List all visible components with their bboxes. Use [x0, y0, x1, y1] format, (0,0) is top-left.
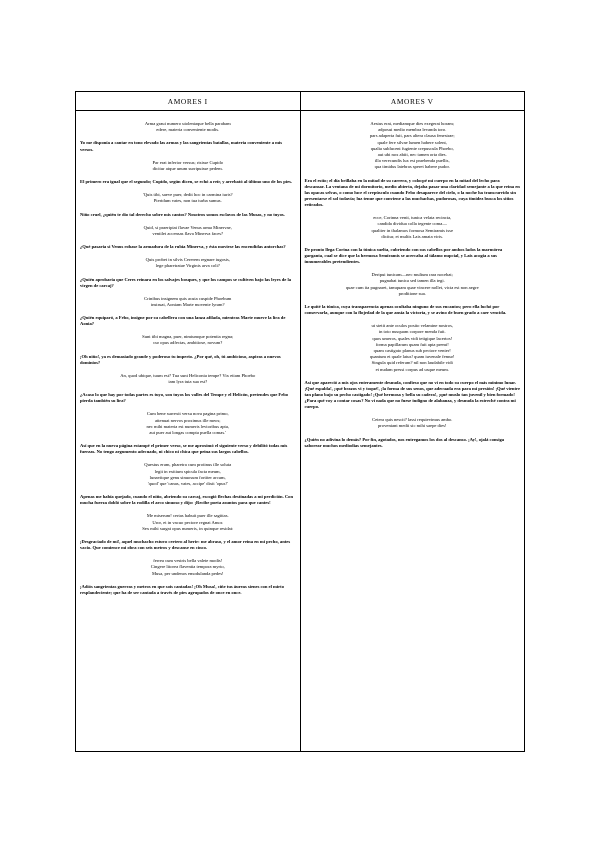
spanish-translation: Niño cruel, ¿quién te dio tal derecho sobre mis cantos? Nosotros somos esclavos de las Musas, y no tuyos.	[80, 211, 285, 217]
latin-verse: Questus eram, pharetra cum protinus ille soluta legit in exitium spicula facta meum, lunavitque genu sinuosum fortiter arcum, 'quod' que 'canas, vates, accipe' dixit 'opus!'	[144, 462, 232, 487]
spanish-translation: ¿Acaso lo que hay por todas partes es tuyo, son tuyos los valles del Tempe y el Helicón, pretendes que Febo pierda también su lira?	[80, 392, 289, 404]
left-column-heading: AMORES I	[76, 92, 301, 110]
spanish-translation: Así que en la nueva página estampé el primer verso, se me aproximó el siguiente verso y debilitó todas mis fuerzas. No tengo argumento adecuado, ni chico ni chica que peina sus largos cabellos.	[80, 443, 288, 455]
translation-table	[75, 91, 525, 752]
left-column	[76, 111, 301, 751]
spanish-translation: ¡Desgraciado de mí!, aquel muchacho estuvo certero al herir: me abraso, y el amor reina en mi pecho, antes vacío. Que comience mi obra con seis metros y descanse en cinco.	[80, 539, 291, 551]
latin-verse: Me miserum! certas habuit puer ille sagittas. Uror, et in vacuo pectore regnat Amor. Sex mihi surgat opus numeris, in quinque residat:	[142, 513, 234, 531]
spanish-translation: Así que apareció a mis ojos enteramente desnuda, confieso que no vi en todo su cuerpo el más mínimo lunar. ¡Qué espalda!, ¡qué brazos vi y toqué!, ¡la forma de sus senos, que adecuada era para mi presión! ¡Qué vientre tan plano bajo su pecho castigado! ¡Qué hermosa y bella su cadera!, ¡qué muslo tan juvenil y bien formado! ¿Para qué voy a contar cosas? No vi nada que no fuese indigno de alabanza, y desnuda la estreché contra mi cuerpo.	[304, 379, 520, 410]
latin-verse: ecce, Corinna venit, tunica velata recincta, candida dividua colla tegente coma— qualiter in thalamos formosa Semiramis isse dicitur, et multis Lais amata viris.	[371, 215, 454, 239]
spanish-translation: Apenas me había quejado, cuando el niño, abriendo su carcaj, escogió flechas destinadas a mi perdición. Con mucha fuerza dobló sobre la rodilla el arco sinuoso y dijo: ¡Recibe poeta asuntos para que cantes!	[80, 494, 294, 506]
spanish-translation: El primero era igual que el segundo; Cupido, según dicen, se echó a reír, y arrebató al último uno de los pies.	[80, 179, 293, 184]
latin-verse: Aestus erat, mediamque dies exegerat horam; adposui medio membra levanda toro. pars adaperta fuit, pars altera clausa fenestrae; quale fere silvae lumen habere solent, qualia sublucent fugiente crepuscula Phoebo, aut ubi nox abiit, nec tamen orta dies. illa verecundis lux est praebenda puellis, qua timidus latebras speret habere pudor.	[369, 121, 455, 170]
spanish-translation: De pronto llega Corina con la túnica suelta, cubriendo con sus cabellos por ambos lados la marmórea garganta, cual se dice que la hermosa Semíramis se acercaba al tálamo nupcial, y Laís acogía a sus innumerables pretendientes.	[304, 246, 503, 265]
latin-verse: An, quod ubique, tuum est? Tua sunt Heliconia tempe? Vix etiam Phoebo iam lyra tuta sua est?	[120, 372, 256, 385]
spanish-translation: ¡Oh niño!, ya es demasiado grande y poderoso tu imperio. ¿Por qué, oh, tú ambicioso, aspiras a nuevos dominios?	[80, 353, 281, 365]
spanish-translation: Le quité la túnica, cuya transparencia apenas ocultaba ninguno de sus encantos; pero ella luchó por conservarla, aunque con la flojedad de la que ansía la victoria, y se avino de buen grado a caer vencida.	[304, 304, 507, 316]
latin-verse: Deripui tunicam—nec multum rara nocebat; pugnabat tunica sed tamen illa tegi. quae cum ita pugnaret, tamquam quae vincere nollet, victa est non aegre proditione sua.	[345, 272, 479, 296]
latin-verse: Cetera quis nescit? lassi requievimus ambo. proveniant medii sic mihi saepe dies!	[372, 417, 453, 429]
latin-verse: Arma graui numero uiolentaque bella parabam edere, materia conveniente modis.	[144, 121, 231, 133]
spanish-translation: ¿Qué pasaría si Venus robase la armadura de la rubia Minerva, y ésta moviese las encendidas antorchas?	[80, 244, 286, 249]
latin-verse: ut stetit ante oculos posito velamine nostros, in toto nusquam corpore menda fuit. quos umeros, quales vidi tetigique lacertos! forma papillarum quam fuit apta premi! quam castigato planus sub pectore venter! quantum et quale latus! quam iuvenale femur! Singula quid referam? nil non laudabile vidi et nudam pressi corpus ad usque meum.	[369, 323, 455, 372]
right-column	[301, 111, 525, 751]
latin-verse: ferrea cum vestris bella valete modis! Cingere litorea flaventia tempora myrto, Musa, per undenos emodulanda pedes!	[150, 558, 225, 576]
table-header	[76, 92, 524, 111]
latin-verse: Quis probet in silvis Cererem regnare iugosis, lege pharetratae Virginis arva coli?	[145, 257, 230, 269]
latin-verse: Par erat inferior versus; risisse Cupido dicitur atque unum surripuisse pedem.	[152, 159, 224, 171]
spanish-translation: ¿Quién no adivina lo demás? Por fin, agotados, nos entregamos los dos al descanso. ¡Ay!, ojalá consiga saborear muchos mediodías semejantes.	[304, 436, 505, 448]
spanish-translation: ¡Adiós sangrientas guerras y metros en que sois cantadas! ¡Oh Musa!, ciñe tus áureas sienes con el mirto resplandeciente; que ha de ser cantada a través de pies agrupados de once en once.	[80, 583, 284, 595]
latin-verse: Quid, si praeripiat flavae Venus arma Minervae, ventilet accensas flava Minerva faces?	[143, 224, 232, 236]
spanish-translation: ¿Quién equiparó, a Febo, insigne por su cabellera con una lanza afilada, mientras Marte mueve la lira de Aonia?	[80, 315, 286, 327]
latin-verse: Crinibus insignem quis acuta cuspide Phoebum instruat, Aoniam Marte movente lyram?	[144, 295, 232, 307]
spanish-translation: Era el estío; el día brillaba en la mitad de su carrera, y colocpé mi cuerpo en la mitad del lecho para descansar. La ventana de mi dormitorio, medio abierta, dejaba pasar una claridad semejante a la que reina en las opacas selvas, o como luce el crepúsculo cuando Febo desaparece del cielo, o la noche ha transcurrido sin presentarse el sol todavía; luz tenue que conviene a las muchachas, pudorosas, cuya timidez busca los sitios retirados.	[304, 177, 520, 207]
latin-verse: 'Quis tibi, saeve puer, dedit hoc in carmina iuris? Pieridum vates, non tua turba sumus.	[142, 192, 233, 204]
latin-verse: Sunt tibi magna, puer, nimiumque potentia regna; cur opus adfectas, ambitiose, novum?	[142, 334, 234, 346]
latin-verse: Cum bene surrexit versu nova pagina primo, attenuat nervos proximus ille meos; nec mihi materia est numeris levioribus apta, aut puer aut longas compta puella comas.'	[146, 411, 230, 436]
right-column-heading: AMORES V	[390, 96, 434, 106]
spanish-translation: Yo me disponía a cantar en tono elevado las armas y las sangrientas batallas, materia conveniente a mis versos.	[80, 140, 283, 152]
spanish-translation: ¿Quién aprobaría que Ceres reinara en los salvajes bosques, y que los campos se cultiven bajo las leyes de la virgen de carcaj?	[80, 276, 292, 288]
